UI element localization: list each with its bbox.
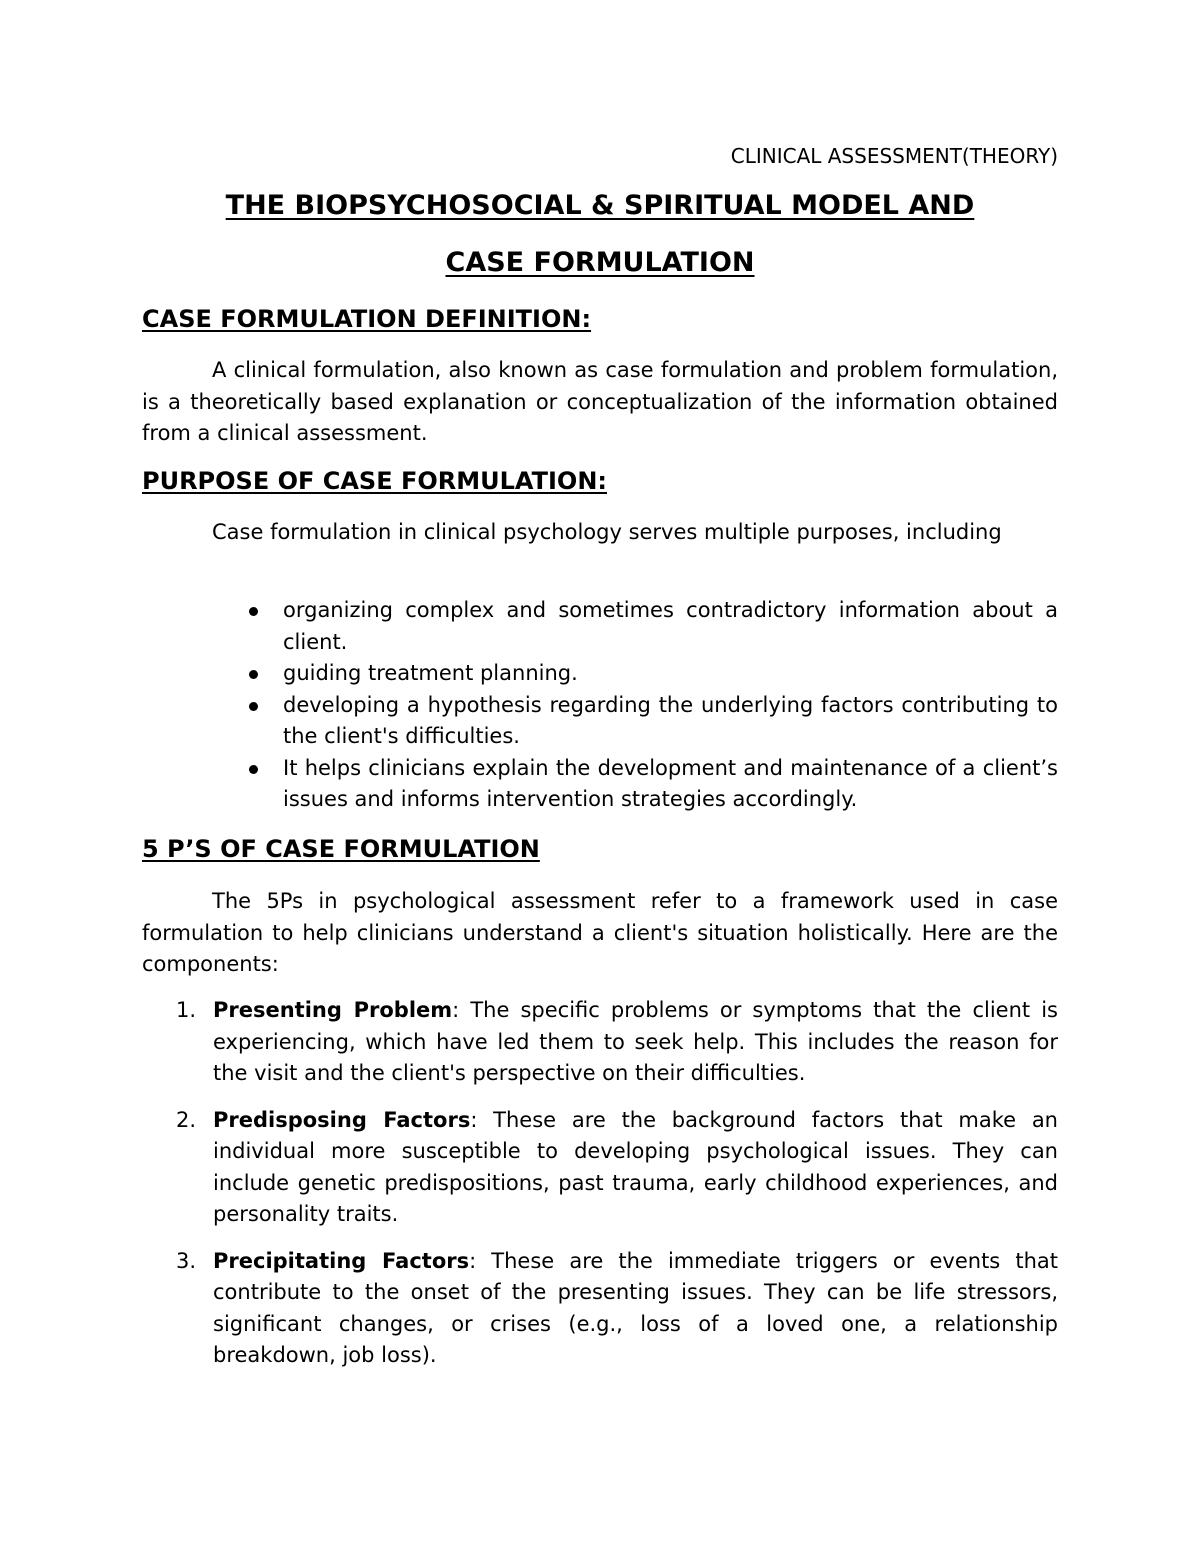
document-title-line-1: THE BIOPSYCHOSOCIAL & SPIRITUAL MODEL AND — [225, 190, 975, 221]
five-ps-numbered-list — [142, 995, 1058, 1387]
bullet-text: developing a hypothesis regarding the underlying factors contributing to the client's difficulties. — [283, 692, 1058, 748]
bullet-dot-icon — [249, 765, 258, 774]
bullet-text: guiding treatment planning. — [283, 661, 578, 685]
bullet-item — [142, 690, 1058, 753]
bullet-text: It helps clinicians explain the development and maintenance of a client’s issues and informs intervention strategies accordingly. — [283, 755, 1058, 811]
item-description: : These are the immediate triggers or events that contribute to the onset of the presenting issues. They can be life stressors, significant changes, or crises (e.g., loss of a loved one, a relationship breakdown, job loss). — [213, 1248, 1058, 1367]
item-term: Precipitating Factors — [213, 1248, 470, 1273]
purpose-bullet-list — [142, 595, 1058, 816]
item-term: Presenting Problem — [213, 998, 453, 1022]
item-term: Predisposing Factors — [213, 1107, 471, 1132]
item-description: : These are the background factors that make an individual more susceptible to developing psychological issues. They can include genetic predispositions, past trauma, early childhood experiences, and personality traits. — [213, 1107, 1058, 1226]
bullet-dot-icon — [249, 702, 258, 711]
document-title-line-2: CASE FORMULATION — [445, 247, 755, 278]
definition-heading: CASE FORMULATION DEFINITION: — [142, 305, 592, 333]
five-ps-heading: 5 P’S OF CASE FORMULATION — [142, 835, 540, 863]
item-number: 2. — [176, 1107, 197, 1132]
item-number: 1. — [176, 998, 197, 1022]
numbered-item — [142, 1105, 1058, 1231]
bullet-item — [142, 658, 1058, 690]
numbered-item — [142, 995, 1058, 1090]
purpose-heading: PURPOSE OF CASE FORMULATION: — [142, 467, 607, 495]
five-ps-intro-paragraph: The 5Ps in psychological assessment refer to a framework used in case formulation to help clinicians understand a client's situation holistically. Here are the components: — [142, 889, 1058, 976]
item-description: : The specific problems or symptoms that the client is experiencing, which have led them to seek help. This includes the reason for the visit and the client's perspective on their difficulties. — [213, 998, 1058, 1085]
bullet-dot-icon — [249, 670, 258, 679]
item-number: 3. — [176, 1248, 197, 1273]
definition-paragraph: A clinical formulation, also known as case formulation and problem formulation, is a theoretically based explanation or conceptualization of the information obtained from a clinical assessment. — [142, 358, 1058, 445]
bullet-item — [142, 595, 1058, 658]
purpose-intro-paragraph: Case formulation in clinical psychology serves multiple purposes, including — [212, 520, 1002, 544]
bullet-text: organizing complex and sometimes contradictory information about a client. — [283, 598, 1058, 654]
bullet-item — [142, 753, 1058, 816]
numbered-item — [142, 1246, 1058, 1372]
course-label: CLINICAL ASSESSMENT(THEORY) — [730, 144, 1058, 168]
bullet-dot-icon — [249, 607, 258, 616]
